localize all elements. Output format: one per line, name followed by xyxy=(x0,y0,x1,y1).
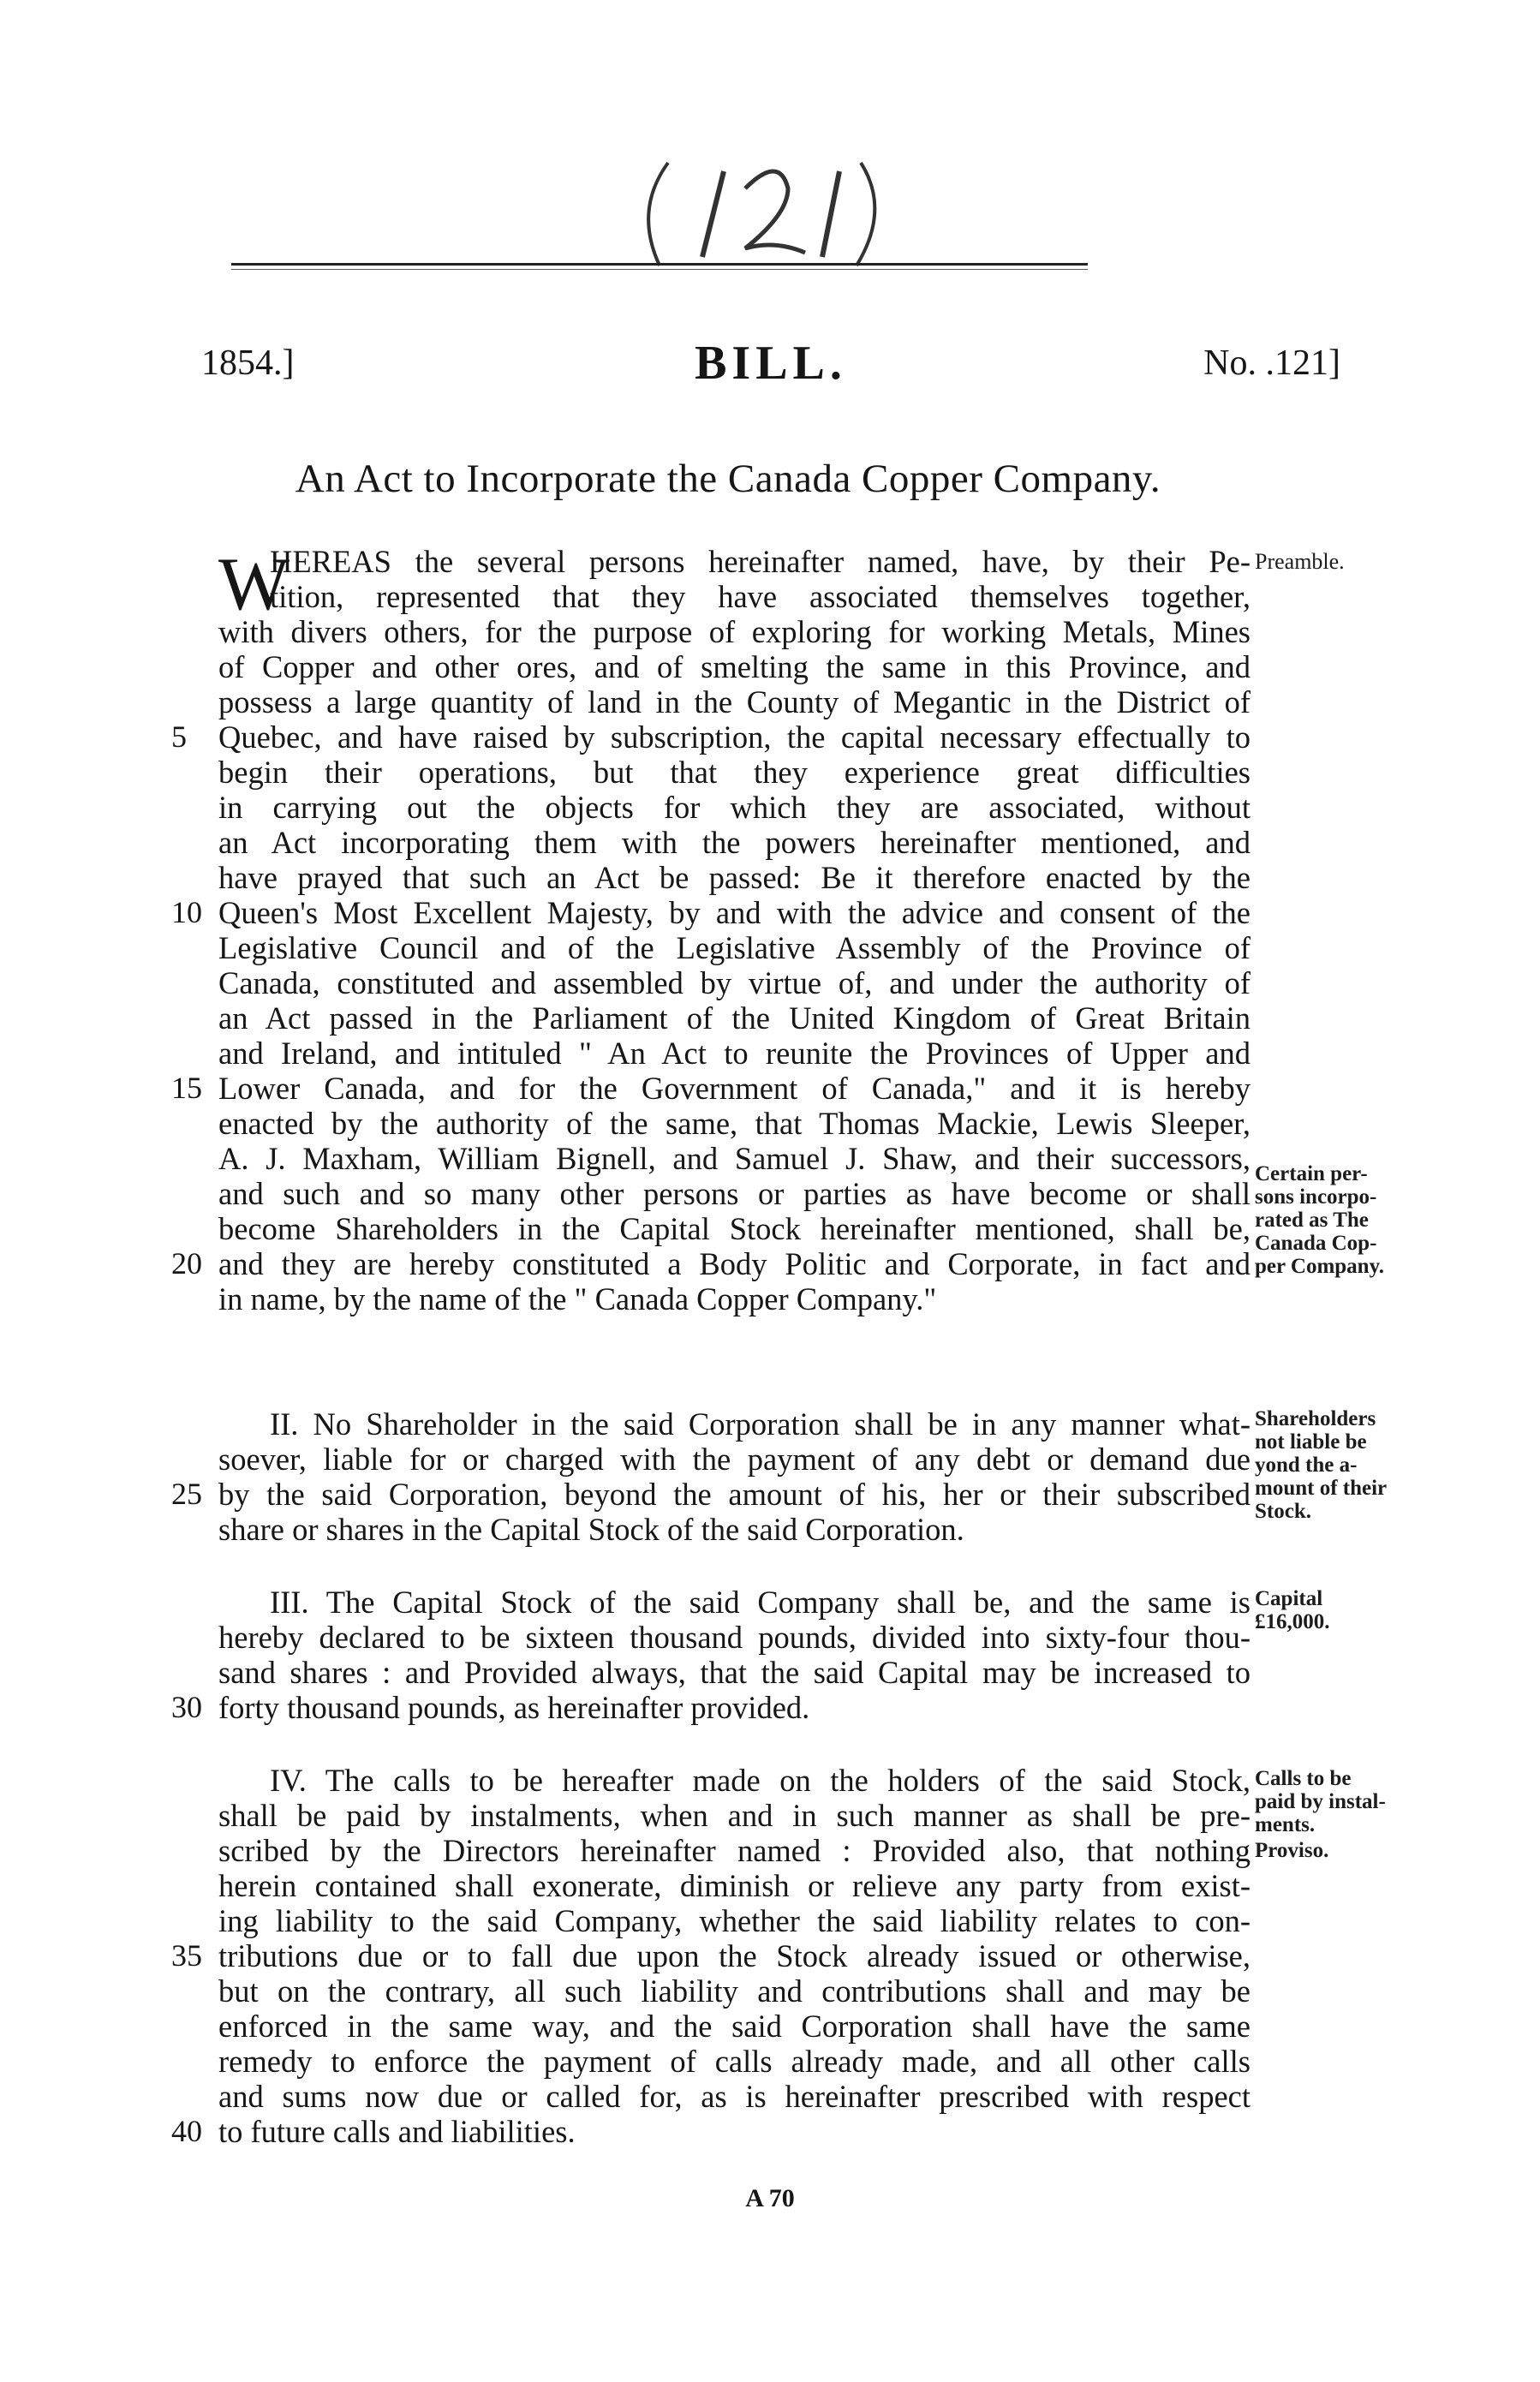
text-line: and sums now due or called for, as is hereinafter prescribed with respect xyxy=(218,2079,1251,2114)
text-line: scribed by the Directors hereinafter named : Provided also, that nothing xyxy=(218,1833,1251,1868)
text-line: possess a large quantity of land in the County of Megantic in the District of xyxy=(218,684,1251,719)
preamble-section xyxy=(171,544,1251,1316)
line-number: 5 xyxy=(171,719,187,754)
text-line: tition, represented that they have associated themselves together, xyxy=(270,579,1251,614)
margin-note-preamble: Preamble. xyxy=(1255,549,1345,574)
text-line: remedy to enforce the payment of calls already made, and all other calls xyxy=(218,2044,1251,2079)
text-line: A. J. Maxham, William Bignell, and Samuel J. Shaw, and their successors, xyxy=(218,1141,1251,1176)
act-title: An Act to Incorporate the Canada Copper Company. xyxy=(295,457,1161,501)
line-number: 20 xyxy=(171,1246,202,1281)
bill-header xyxy=(201,337,1340,394)
text-line: and Ireland, and intituled " An Act to reunite the Provinces of Upper and xyxy=(218,1036,1251,1071)
footer-signature: A 70 xyxy=(745,2184,795,2212)
text-line: with divers others, for the purpose of exploring for working Metals, Mines xyxy=(218,614,1251,649)
text-line: 30 forty thousand pounds, as hereinafter provided. xyxy=(171,1690,810,1725)
text-line: an Act passed in the Parliament of the United Kingdom of Great Britain xyxy=(218,1000,1251,1036)
text-line: hereby declared to be sixteen thousand pounds, divided into sixty-four thou- xyxy=(218,1620,1251,1655)
text-line: 35 tributions due or to fall due upon the Stock already issued or otherwise, xyxy=(171,1938,1251,1973)
section-ii xyxy=(171,1406,1251,1547)
bill-year: 1854.] xyxy=(201,343,295,383)
text-line: Canada, constituted and assembled by virtue of, and under the authority of xyxy=(218,965,1251,1000)
text-line: and such and so many other persons or parties as have become or shall xyxy=(218,1176,1251,1211)
line-number: 40 xyxy=(171,2114,202,2148)
text-line: an Act incorporating them with the powers hereinafter mentioned, and xyxy=(218,825,1251,860)
text-line: share or shares in the Capital Stock of the said Corporation. xyxy=(218,1512,964,1547)
header-rule-thin xyxy=(231,269,1088,270)
text-line: 15 Lower Canada, and for the Government of Canada," and it is hereby xyxy=(171,1071,1251,1106)
header-rule xyxy=(231,263,1088,266)
text-line: herein contained shall exonerate, diminish or relieve any party from exist- xyxy=(218,1868,1251,1903)
text-line: soever, liable for or charged with the payment of any debt or demand due xyxy=(218,1442,1251,1477)
text-line: II. No Shareholder in the said Corporation shall be in any manner what- xyxy=(270,1406,1251,1442)
dropcap: W xyxy=(218,543,290,626)
text-line: 10 Queen's Most Excellent Majesty, by and with the advice and consent of the xyxy=(171,895,1251,930)
line-number: 30 xyxy=(171,1690,202,1724)
handwritten-number-graphic xyxy=(531,146,1011,274)
margin-note-capital: Capital £16,000. xyxy=(1255,1587,1330,1633)
text-line: 20 and they are hereby constituted a Body Politic and Corporate, in fact and xyxy=(171,1246,1251,1281)
text-line: enforced in the same way, and the said Corporation shall have the same xyxy=(218,2009,1251,2044)
text-line: 25 by the said Corporation, beyond the amount of his, her or their subscribed xyxy=(171,1477,1251,1512)
text-line: in name, by the name of the " Canada Copper Company." xyxy=(218,1281,937,1316)
text-line: ing liability to the said Company, whether the said liability relates to con- xyxy=(218,1903,1251,1938)
line-number: 25 xyxy=(171,1477,202,1511)
section-iii xyxy=(171,1585,1251,1725)
margin-note-calls: Calls to be paid by instal- ments. xyxy=(1255,1767,1386,1836)
text-line: enacted by the authority of the same, that Thomas Mackie, Lewis Sleeper, xyxy=(218,1106,1251,1141)
line-number: 10 xyxy=(171,895,202,929)
margin-note-incorporation: Certain per- sons incorpo- rated as The Canada Cop- per Company. xyxy=(1255,1162,1384,1278)
bill-title: BILL. xyxy=(695,337,847,390)
text-line: HEREAS the several persons hereinafter named, have, by their Pe- xyxy=(270,544,1251,579)
section-iv xyxy=(171,1763,1251,2149)
text-line: shall be paid by instalments, when and in such manner as shall be pre- xyxy=(218,1798,1251,1833)
text-line: sand shares : and Provided always, that the said Capital may be increased to xyxy=(218,1655,1251,1690)
text-line: become Shareholders in the Capital Stock hereinafter mentioned, shall be, xyxy=(218,1211,1251,1246)
line-number: 15 xyxy=(171,1071,202,1105)
margin-note-proviso: Proviso. xyxy=(1255,1839,1329,1862)
text-line: have prayed that such an Act be passed: Be it therefore enacted by the xyxy=(218,860,1251,895)
handwritten-bill-number xyxy=(531,146,1011,274)
text-line: 5 Quebec, and have raised by subscription, the capital necessary effectually to xyxy=(171,719,1251,755)
line-number: 35 xyxy=(171,1938,202,1973)
margin-note-shareholders: Shareholders not liable be yond the a- mount of their Stock. xyxy=(1255,1407,1388,1523)
text-line: III. The Capital Stock of the said Company shall be, and the same is xyxy=(270,1585,1251,1620)
text-line: in carrying out the objects for which they are associated, without xyxy=(218,790,1251,825)
bill-number: No. .121] xyxy=(1203,343,1340,383)
text-line: IV. The calls to be hereafter made on the holders of the said Stock, xyxy=(270,1763,1251,1798)
text-line: Legislative Council and of the Legislative Assembly of the Province of xyxy=(218,930,1251,965)
text-line: but on the contrary, all such liability and contributions shall and may be xyxy=(218,1973,1251,2009)
text-line: begin their operations, but that they experience great difficulties xyxy=(218,755,1251,790)
text-line: 40 to future calls and liabilities. xyxy=(171,2114,576,2149)
text-line: of Copper and other ores, and of smelting the same in this Province, and xyxy=(218,649,1251,684)
